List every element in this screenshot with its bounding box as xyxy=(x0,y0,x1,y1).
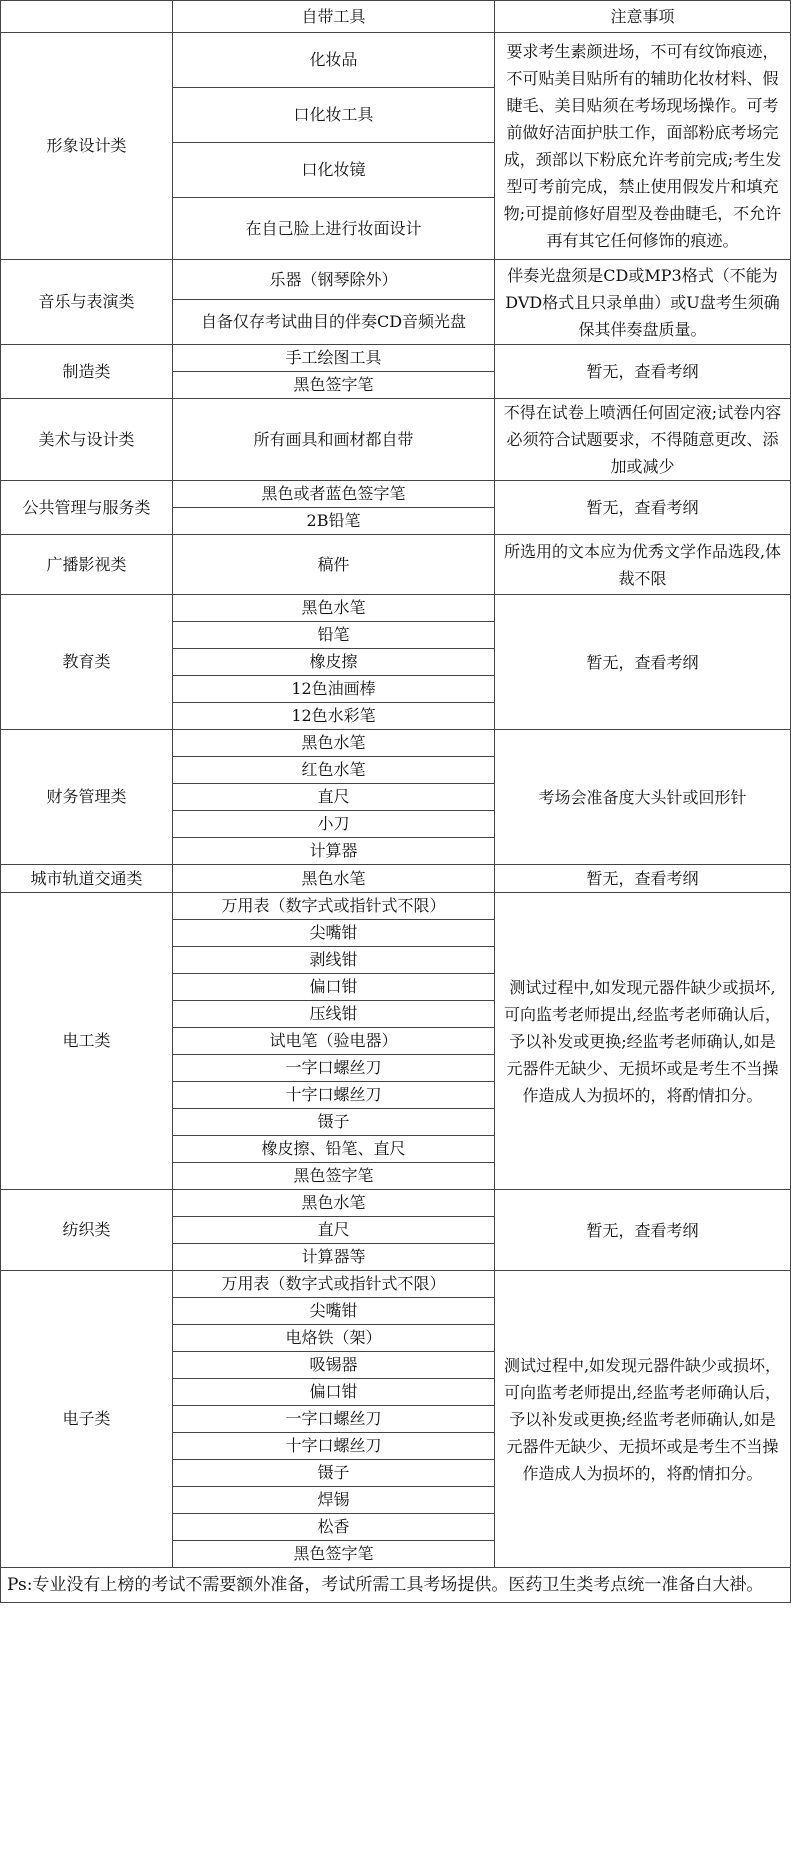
tool-cell: 黑色签字笔 xyxy=(173,1163,495,1190)
category-cell: 广播影视类 xyxy=(1,535,173,595)
tool-cell: 直尺 xyxy=(173,1217,495,1244)
note-cell: 暂无，查看考纲 xyxy=(495,345,791,399)
tool-cell: 十字口螺丝刀 xyxy=(173,1082,495,1109)
tool-cell: 松香 xyxy=(173,1514,495,1541)
table-row xyxy=(1,595,791,622)
category-cell: 电工类 xyxy=(1,893,173,1190)
tool-cell: 12色水彩笔 xyxy=(173,703,495,730)
tool-cell: 黑色水笔 xyxy=(173,595,495,622)
tool-cell: 焊锡 xyxy=(173,1487,495,1514)
table-body xyxy=(1,33,791,1568)
note-cell: 不得在试卷上喷洒任何固定液;试卷内容必须符合试题要求，不得随意更改、添加或减少 xyxy=(495,399,791,481)
tool-cell: 所有画具和画材都自带 xyxy=(173,399,495,481)
tool-cell: 乐器（钢琴除外） xyxy=(173,260,495,300)
tool-cell: 尖嘴钳 xyxy=(173,920,495,947)
tool-cell: 吸锡器 xyxy=(173,1352,495,1379)
tool-cell: 镊子 xyxy=(173,1460,495,1487)
category-cell: 公共管理与服务类 xyxy=(1,481,173,535)
tool-cell: 一字口螺丝刀 xyxy=(173,1055,495,1082)
note-cell: 要求考生素颜进场，不可有纹饰痕迹，不可贴美目贴所有的辅助化妆材料、假睫毛、美目贴须在考场现场操作。可考前做好洁面护肤工作，面部粉底考场完成，颈部以下粉底允许考前完成;考生发型可考前完成，禁止使用假发片和填充物;可提前修好眉型及卷曲睫毛，不允许再有其它任何修饰的痕迹。 xyxy=(495,33,791,260)
note-cell: 测试过程中,如发现元器件缺少或损坏,可向监考老师提出,经监考老师确认后，予以补发或更换;经监考老师确认,如是元器件无缺少、无损坏或是考生不当操作造成人为损坏的，将酌情扣分。 xyxy=(495,893,791,1190)
note-cell: 暂无，查看考纲 xyxy=(495,865,791,893)
category-cell: 美术与设计类 xyxy=(1,399,173,481)
table-row xyxy=(1,260,791,300)
tool-cell: 计算器 xyxy=(173,838,495,865)
tool-cell: 稿件 xyxy=(173,535,495,595)
table-row xyxy=(1,481,791,508)
footer-note: Ps:专业没有上榜的考试不需要额外准备，考试所需工具考场提供。医药卫生类考点统一准备白大褂。 xyxy=(1,1568,791,1603)
tool-cell: 十字口螺丝刀 xyxy=(173,1433,495,1460)
table-row xyxy=(1,345,791,372)
note-cell: 考场会准备度大头针或回形针 xyxy=(495,730,791,865)
category-cell: 纺织类 xyxy=(1,1190,173,1271)
tool-cell: 电烙铁（架） xyxy=(173,1325,495,1352)
tool-cell: 黑色签字笔 xyxy=(173,372,495,399)
table-row xyxy=(1,535,791,595)
table-row xyxy=(1,1190,791,1217)
tool-cell: 铅笔 xyxy=(173,622,495,649)
tool-cell: 自备仅存考试曲目的伴奏CD音频光盘 xyxy=(173,300,495,345)
tool-cell: 橡皮擦、铅笔、直尺 xyxy=(173,1136,495,1163)
tool-cell: 压线钳 xyxy=(173,1001,495,1028)
table-row xyxy=(1,893,791,920)
table-row xyxy=(1,865,791,893)
category-cell: 财务管理类 xyxy=(1,730,173,865)
tool-cell: 化妆品 xyxy=(173,33,495,88)
note-cell: 所选用的文本应为优秀文学作品选段,体裁不限 xyxy=(495,535,791,595)
note-cell: 伴奏光盘须是CD或MP3格式（不能为DVD格式且只录单曲）或U盘考生须确保其伴奏盘质量。 xyxy=(495,260,791,345)
tool-cell: 直尺 xyxy=(173,784,495,811)
header-category-cell xyxy=(1,1,173,33)
tool-cell: 剥线钳 xyxy=(173,947,495,974)
tool-cell: 黑色水笔 xyxy=(173,1190,495,1217)
tool-cell: 口化妆工具 xyxy=(173,88,495,143)
tool-cell: 镊子 xyxy=(173,1109,495,1136)
tool-cell: 尖嘴钳 xyxy=(173,1298,495,1325)
tool-cell: 黑色水笔 xyxy=(173,730,495,757)
tool-cell: 橡皮擦 xyxy=(173,649,495,676)
tool-cell: 偏口钳 xyxy=(173,1379,495,1406)
tool-cell: 万用表（数字式或指针式不限） xyxy=(173,893,495,920)
tool-cell: 在自己脸上进行妆面设计 xyxy=(173,198,495,260)
header-row xyxy=(1,1,791,33)
header-notes-cell: 注意事项 xyxy=(495,1,791,33)
table-row xyxy=(1,33,791,88)
note-cell: 暂无，查看考纲 xyxy=(495,1190,791,1271)
tool-cell: 试电笔（验电器） xyxy=(173,1028,495,1055)
footer-row xyxy=(1,1568,791,1603)
tool-cell: 偏口钳 xyxy=(173,974,495,1001)
table-row xyxy=(1,730,791,757)
tool-cell: 手工绘图工具 xyxy=(173,345,495,372)
category-cell: 城市轨道交通类 xyxy=(1,865,173,893)
tool-cell: 12色油画棒 xyxy=(173,676,495,703)
tool-cell: 计算器等 xyxy=(173,1244,495,1271)
category-cell: 电子类 xyxy=(1,1271,173,1568)
tool-cell: 万用表（数字式或指针式不限） xyxy=(173,1271,495,1298)
note-cell: 测试过程中,如发现元器件缺少或损坏，可向监考老师提出,经监考老师确认后，予以补发或更换;经监考老师确认,如是元器件无缺少、无损坏或是考生不当操作造成人为损坏的，将酌情扣分。 xyxy=(495,1271,791,1568)
category-cell: 形象设计类 xyxy=(1,33,173,260)
table-row xyxy=(1,399,791,481)
note-cell: 暂无，查看考纲 xyxy=(495,481,791,535)
tool-cell: 黑色或者蓝色签字笔 xyxy=(173,481,495,508)
tool-cell: 2B铅笔 xyxy=(173,508,495,535)
tool-cell: 小刀 xyxy=(173,811,495,838)
tool-cell: 黑色水笔 xyxy=(173,865,495,893)
tool-cell: 黑色签字笔 xyxy=(173,1541,495,1568)
category-cell: 教育类 xyxy=(1,595,173,730)
tool-cell: 一字口螺丝刀 xyxy=(173,1406,495,1433)
note-cell: 暂无，查看考纲 xyxy=(495,595,791,730)
tool-cell: 红色水笔 xyxy=(173,757,495,784)
table-row xyxy=(1,1271,791,1298)
category-cell: 制造类 xyxy=(1,345,173,399)
tool-cell: 口化妆镜 xyxy=(173,143,495,198)
header-tools-cell: 自带工具 xyxy=(173,1,495,33)
category-cell: 音乐与表演类 xyxy=(1,260,173,345)
